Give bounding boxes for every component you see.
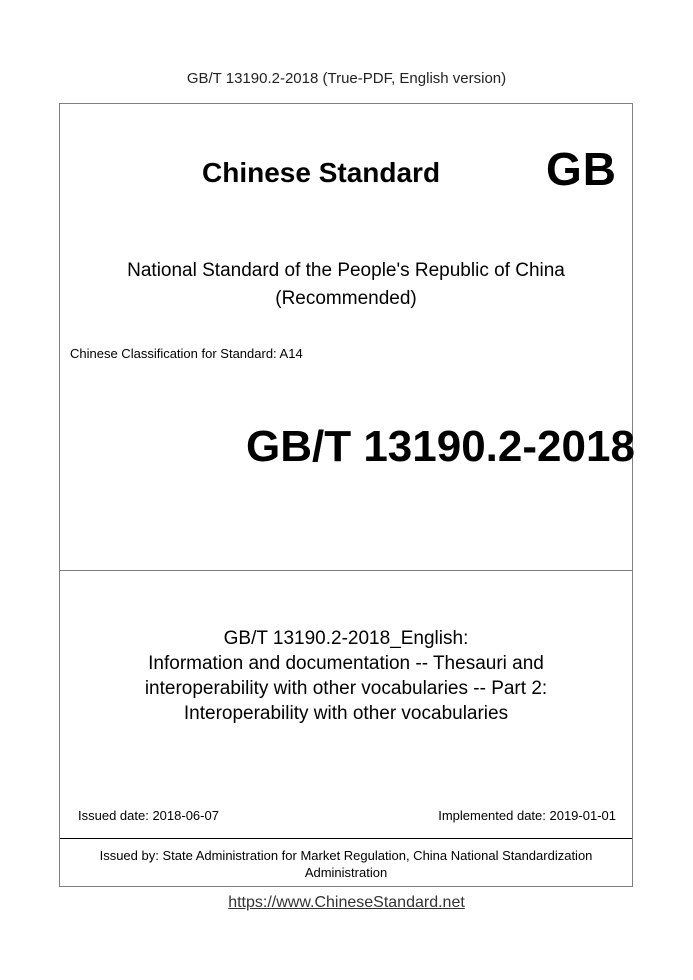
implemented-date: Implemented date: 2019-01-01 — [438, 808, 616, 823]
issued-date: Issued date: 2018-06-07 — [78, 808, 219, 823]
classification-label: Chinese Classification for Standard: A14 — [70, 346, 303, 361]
recommended-line: (Recommended) — [275, 288, 417, 309]
national-standard-heading — [60, 257, 632, 313]
website-link[interactable]: https://www.ChineseStandard.net — [228, 894, 465, 911]
document-title-line: GB/T 13190.2-2018_English: — [223, 628, 469, 649]
page-header: GB/T 13190.2-2018 (True-PDF, English version) — [186, 70, 507, 87]
section-divider — [60, 570, 632, 571]
document-title — [60, 626, 632, 726]
standard-title: Chinese Standard — [202, 157, 441, 188]
cover-box — [59, 103, 633, 887]
issuer-divider — [60, 838, 632, 839]
document-title-line: interoperability with other vocabularies -- Part 2: — [144, 678, 548, 699]
gb-mark: GB — [546, 143, 617, 195]
issuer-block — [60, 847, 632, 881]
standard-number: GB/T 13190.2-2018 — [246, 422, 635, 471]
national-standard-line: National Standard of the People's Republic of China — [127, 260, 565, 281]
issuer-line: Administration — [304, 865, 388, 880]
document-title-line: Interoperability with other vocabularies — [183, 703, 509, 724]
cover-top-section — [60, 104, 635, 570]
document-title-line: Information and documentation -- Thesauri and — [148, 653, 544, 674]
footer — [0, 894, 693, 912]
issuer-line: Issued by: State Administration for Market Regulation, China National Standardization — [99, 848, 593, 863]
